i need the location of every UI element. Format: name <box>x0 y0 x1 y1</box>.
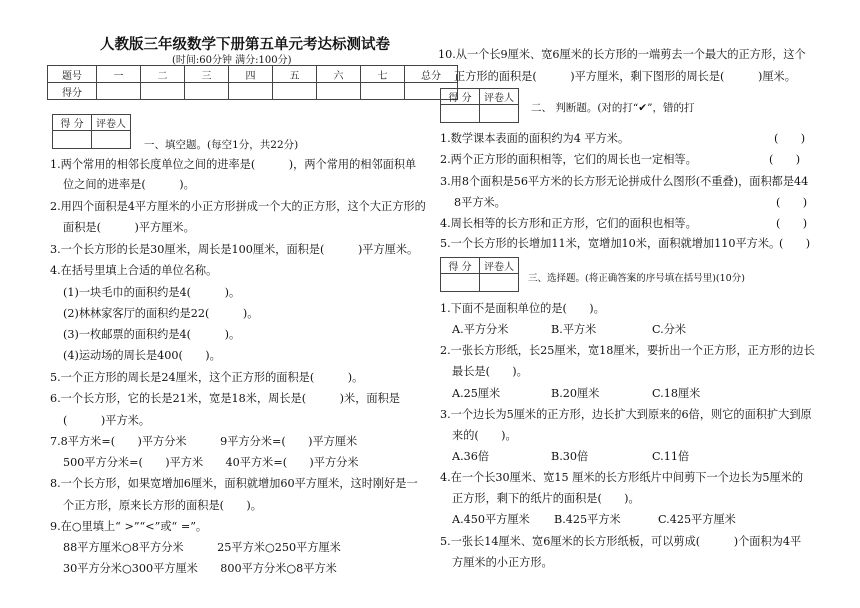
grader-name-cell[interactable] <box>92 131 131 149</box>
score-cell[interactable] <box>185 83 229 100</box>
choice-c[interactable]: C.分米 <box>652 323 687 336</box>
score-header: 六 <box>317 66 361 83</box>
choice-a[interactable]: A.36倍 <box>452 450 490 463</box>
question-line: 1.下面不是面积单位的是( )。 <box>440 302 605 315</box>
grader-box <box>52 114 131 149</box>
choice-b[interactable]: B.425平方米 <box>554 513 621 526</box>
question-line: 4.在括号里填上合适的单位名称。 <box>50 264 218 277</box>
score-cell[interactable] <box>361 83 405 100</box>
choice-a[interactable]: A.450平方厘米 <box>452 513 530 526</box>
question-line: 3.一个长方形的长是30厘米，周长是100厘米，面积是( )平方厘米。 <box>50 243 419 256</box>
question-line: (1)一块毛巾的面积约是4( )。 <box>63 286 241 299</box>
question-line: (2)林林家客厅的面积约是22( )。 <box>63 307 259 320</box>
choice-c[interactable]: C.18厘米 <box>652 387 701 400</box>
question-line: 2.两个正方形的面积相等，它们的周长也一定相等。 <box>440 153 697 166</box>
score-header: 五 <box>273 66 317 83</box>
question-line: 个正方形，原来长方形的面积是( )。 <box>63 499 262 512</box>
question-line: 4.周长相等的长方形和正方形，它们的面积也相等。 <box>440 217 697 230</box>
score-cell[interactable] <box>141 83 185 100</box>
section2-title: 二、 判断题。(对的打“✔”，错的打 <box>531 102 695 114</box>
score-header: 二 <box>141 66 185 83</box>
choice-a[interactable]: A.25厘米 <box>452 387 501 400</box>
grader-name-label: 评卷人 <box>92 115 131 131</box>
score-header: 总分 <box>405 66 458 83</box>
answer-paren[interactable]: ( ) <box>774 132 806 145</box>
question-line: 2.一张长方形纸，长25厘米，宽18厘米，要折出一个正方形，正方形的边长 <box>440 344 815 357</box>
score-header: 题号 <box>48 66 97 83</box>
question-line: 2.用四个面积是4平方厘米的小正方形拼成一个大的正方形，这个大正方形的 <box>50 200 426 213</box>
question-line: 面积是( )平方厘米。 <box>63 221 195 234</box>
section3-title: 三、选择题。(将正确答案的序号填在括号里)(10分) <box>528 273 745 284</box>
choice-a[interactable]: A.平方分米 <box>452 323 509 336</box>
question-line: 8.一个长方形，如果宽增加6厘米，面积就增加60平方厘米，这时刚好是一 <box>50 477 418 490</box>
question-line: 最长是( )。 <box>452 365 528 378</box>
choice-b[interactable]: B.30倍 <box>551 450 589 463</box>
question-line: 位之间的进率是( )。 <box>63 178 195 191</box>
answer-paren[interactable]: ( ) <box>776 217 808 230</box>
score-cell[interactable] <box>97 83 141 100</box>
score-row-label: 得分 <box>48 83 97 100</box>
question-line: ( )平方米。 <box>63 414 151 427</box>
question-line: 1.两个常用的相邻长度单位之间的进率是( )，两个常用的相邻面积单 <box>50 158 417 171</box>
choice-c[interactable]: C.11倍 <box>652 450 690 463</box>
score-header: 七 <box>361 66 405 83</box>
question-line: 正方形，剩下的纸片的面积是( )。 <box>452 492 640 505</box>
answer-paren[interactable]: ( ) <box>776 196 808 209</box>
question-line: (3)一枚邮票的面积约是4( )。 <box>63 328 241 341</box>
score-table <box>47 65 458 100</box>
score-header: 四 <box>229 66 273 83</box>
grader-box <box>440 88 519 123</box>
score-cell[interactable] <box>317 83 361 100</box>
question-line: 方厘米的小正方形。 <box>452 556 553 569</box>
grader-name-cell[interactable] <box>480 105 519 123</box>
question-line: 6.一个长方形，它的长是21米，宽是18米，周长是( )米，面积是 <box>50 392 400 405</box>
question-line: 10.从一个长9厘米、宽6厘米的长方形的一端剪去一个最大的正方形，这个 <box>438 48 806 61</box>
answer-paren[interactable]: ( ) <box>779 237 811 250</box>
score-cell[interactable] <box>229 83 273 100</box>
choice-c[interactable]: C.425平方厘米 <box>658 513 736 526</box>
score-cell[interactable] <box>273 83 317 100</box>
page-title: 人教版三年级数学下册第五单元考达标测试卷 <box>100 36 390 53</box>
question-line: 1.数学课本表面的面积约为4 平方米。 <box>440 132 630 145</box>
question-line: 500平方分米=( )平方米 40平方米=( )平方分米 <box>63 456 359 469</box>
grader-name-label: 评卷人 <box>480 89 519 105</box>
grader-name-label: 评卷人 <box>480 258 519 274</box>
question-line: 9.在○里填上“ >”“<”或“ =”。 <box>50 520 208 533</box>
question-line: 3.一个边长为5厘米的正方形，边长扩大到原来的6倍，则它的面积扩大到原 <box>440 408 812 421</box>
grader-name-cell[interactable] <box>480 274 519 292</box>
question-line: 3.用8个面积是56平方米的长方形无论拼成什么图形(不重叠)，面积都是44 <box>440 175 809 188</box>
grader-box <box>440 257 519 292</box>
answer-paren[interactable]: ( ) <box>769 153 801 166</box>
choice-b[interactable]: B.20厘米 <box>551 387 600 400</box>
choice-b[interactable]: B.平方米 <box>551 323 597 336</box>
question-line: 5.一个正方形的周长是24厘米，这个正方形的面积是( )。 <box>50 371 364 384</box>
question-line: 4.在一个长30厘米、宽15 厘米的长方形纸片中间剪下一个边长为5厘米的 <box>440 471 804 484</box>
question-line: (4)运动场的周长是400( )。 <box>63 349 221 362</box>
page-subtitle: (时间:60分钟 满分:100分) <box>172 55 292 66</box>
grader-score-label: 得 分 <box>441 258 480 274</box>
grader-score-label: 得 分 <box>53 115 92 131</box>
grader-score-cell[interactable] <box>53 131 92 149</box>
score-header: 一 <box>97 66 141 83</box>
question-line: 正方形的面积是( )平方厘米，剩下图形的周长是( )厘米。 <box>454 70 796 83</box>
question-line: 8平方米。 <box>454 196 506 209</box>
score-header: 三 <box>185 66 229 83</box>
question-line: 30平方分米○300平方厘米 800平方分米○8平方米 <box>63 562 337 575</box>
grader-score-label: 得 分 <box>441 89 480 105</box>
grader-score-cell[interactable] <box>441 105 480 123</box>
question-line: 5.一张长14厘米、宽6厘米的长方形纸板，可以剪成( )个面积为4平 <box>440 535 802 548</box>
question-line: 7.8平方米=( )平方分米 9平方分米=( )平方厘米 <box>50 435 358 448</box>
section1-title: 一、填空题。(每空1分，共22分) <box>144 139 299 151</box>
grader-score-cell[interactable] <box>441 274 480 292</box>
question-line: 5.一个长方形的长增加11米，宽增加10米，面积就增加110平方米。 <box>440 237 781 250</box>
question-line: 88平方厘米○8平方分米 25平方米○250平方厘米 <box>63 541 341 554</box>
question-line: 来的( )。 <box>452 429 517 442</box>
